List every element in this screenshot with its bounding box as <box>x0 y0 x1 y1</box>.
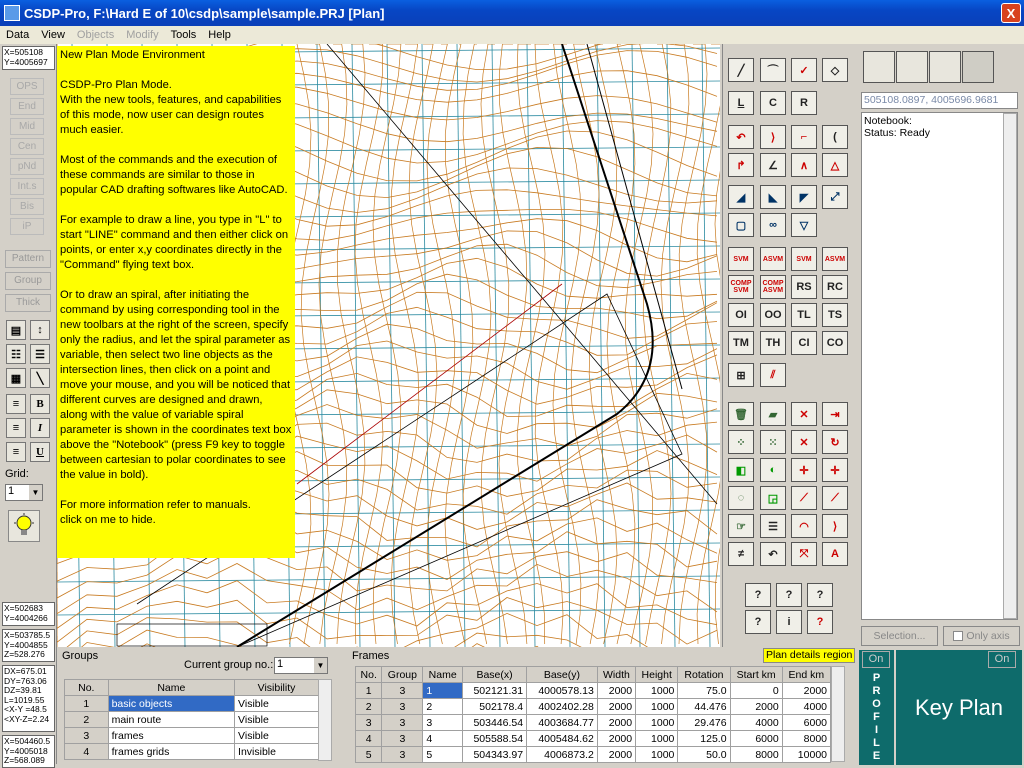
frame-cell[interactable]: 3 <box>423 715 463 731</box>
frame-cell[interactable]: 5 <box>356 747 382 763</box>
point-y: Y=4004266 <box>4 612 48 623</box>
grid-value: 1 <box>8 485 15 497</box>
question-icon: ? <box>785 589 793 601</box>
spiral-d-icon[interactable]: ⤢ <box>822 185 848 209</box>
frame-cell[interactable]: 2000 <box>597 699 635 715</box>
notebook-status: Status: Ready <box>864 127 930 139</box>
notes-icon[interactable]: ☰ <box>760 514 786 538</box>
frame-tool-icon[interactable]: ⊞ <box>728 363 754 387</box>
frame-cell[interactable]: 1000 <box>636 715 678 731</box>
polygon-tool-icon[interactable]: ◇ <box>822 58 848 82</box>
svm-tool-2[interactable]: SVM <box>791 247 817 271</box>
profile-on-button[interactable]: On <box>862 651 890 668</box>
frames-col-header[interactable]: Start km <box>730 667 782 683</box>
dist-x: X=503785.5 <box>4 630 51 640</box>
comp-svm-tool[interactable]: COMP SVM <box>728 275 754 299</box>
current-group-label: Current group no.: <box>184 659 274 671</box>
line-style-icon[interactable]: ╲ <box>30 368 50 388</box>
groups-col-header[interactable]: Visibility <box>235 680 319 696</box>
peak-icon[interactable]: ∧ <box>791 153 817 177</box>
query-area-button[interactable] <box>807 583 833 607</box>
group-visibility[interactable]: Visible <box>235 728 319 744</box>
table-row[interactable] <box>356 683 831 699</box>
notebook-scrollbar[interactable] <box>1003 113 1017 619</box>
frame-cell[interactable]: 1000 <box>636 683 678 699</box>
spiral-c-icon[interactable]: ◤ <box>791 185 817 209</box>
frame-cell[interactable]: 29.476 <box>678 715 730 731</box>
table-row[interactable] <box>356 747 831 763</box>
curve-lr-icon[interactable]: ⌐ <box>791 125 817 149</box>
profile-letter: F <box>873 711 880 723</box>
lasso-icon[interactable]: ◌ <box>728 486 754 510</box>
frame-cell[interactable]: 0 <box>730 683 782 699</box>
group-no: 4 <box>65 744 109 760</box>
groups-col-header[interactable]: Name <box>108 680 234 696</box>
frame-cell[interactable]: 10000 <box>782 747 830 763</box>
frame-cell[interactable]: 1 <box>423 683 463 699</box>
angle-xy: <X-Y =48.5 <box>4 704 47 714</box>
frames-col-header[interactable]: Base(x) <box>462 667 526 683</box>
end-x: X=504460.5 <box>4 736 51 746</box>
delta-y: DY=763.06 <box>4 675 47 686</box>
text-a-icon[interactable]: A <box>822 542 848 566</box>
query-cancel-button[interactable] <box>807 610 833 634</box>
svm-tool[interactable]: SVM <box>728 247 754 271</box>
comp-asvm-tool[interactable]: COMP ASVM <box>760 275 786 299</box>
underline-button[interactable]: U <box>30 442 50 462</box>
table-row[interactable] <box>356 731 831 747</box>
profile-letter: L <box>873 737 880 749</box>
spiral-a-icon[interactable]: ◢ <box>728 185 754 209</box>
frames-header-row <box>356 667 831 683</box>
plan-details-region-button[interactable]: Plan details region <box>763 648 855 663</box>
stretch-icon[interactable]: ⟋ <box>822 486 848 510</box>
menu-view[interactable]: View <box>41 29 65 41</box>
nodes-icon[interactable]: ⁙ <box>760 430 786 454</box>
snap-bis-button[interactable]: Bis <box>10 198 44 215</box>
grid-label: Grid: <box>5 468 29 480</box>
group-visibility[interactable]: Visible <box>235 696 319 712</box>
undo-icon[interactable]: ↶ <box>760 542 786 566</box>
thick-button[interactable]: Thick <box>5 294 51 312</box>
question-icon: ? <box>816 589 824 601</box>
coords-3d <box>2 629 55 662</box>
frames-col-header[interactable]: Rotation <box>678 667 730 683</box>
group-name[interactable]: frames <box>108 728 234 744</box>
frame-cell[interactable]: 4003684.77 <box>527 715 598 731</box>
rounded-rect-icon[interactable]: ▢ <box>728 213 754 237</box>
menu-tools[interactable]: Tools <box>170 29 197 41</box>
only-axis-checkbox[interactable] <box>943 626 1020 646</box>
grid-select[interactable] <box>5 484 43 501</box>
frames-scrollbar[interactable] <box>831 666 845 762</box>
frame-cell[interactable]: 2 <box>356 699 382 715</box>
key-plan-label: Key Plan <box>914 694 1004 720</box>
frame-cell[interactable]: 3 <box>382 699 423 715</box>
l-tool[interactable]: L <box>728 91 754 115</box>
oi-tool[interactable]: OI <box>728 303 754 327</box>
left-panel <box>0 44 57 764</box>
snap-pnd-button[interactable]: pNd <box>10 158 44 175</box>
properties-icon[interactable]: ▤ <box>6 320 26 340</box>
menu-data[interactable]: Data <box>6 29 30 41</box>
coordinates-field[interactable]: 505108.0897, 4005696.9681 <box>861 92 1018 109</box>
group-visibility[interactable]: Invisible <box>235 744 319 760</box>
road-tool-icon[interactable]: ⫽ <box>760 363 786 387</box>
query-db-button[interactable] <box>745 610 771 634</box>
frame-cell[interactable]: 4000 <box>730 715 782 731</box>
chevron-down-icon: ▼ <box>314 658 327 673</box>
frame-cell[interactable]: 2000 <box>597 731 635 747</box>
pan-mode-icon[interactable] <box>929 51 961 83</box>
frame-cell[interactable]: 5 <box>423 747 463 763</box>
list-icon[interactable]: ☷ <box>6 344 26 364</box>
group-name[interactable]: frames grids <box>108 744 234 760</box>
frame-cell[interactable]: 44.476 <box>678 699 730 715</box>
table-row[interactable] <box>65 728 319 744</box>
chamfer-icon[interactable]: ⟩ <box>822 514 848 538</box>
offset-icon[interactable]: ⤧ <box>791 542 817 566</box>
frame-cell[interactable]: 3 <box>382 683 423 699</box>
snap-ip-button[interactable]: iP <box>10 218 44 235</box>
close-button[interactable] <box>1001 3 1021 23</box>
c-tool[interactable]: C <box>760 91 786 115</box>
question-icon: ? <box>816 616 824 628</box>
italic-button[interactable]: I <box>30 418 50 438</box>
copy-icon[interactable]: ◧ <box>728 458 754 482</box>
move-icon[interactable]: ◲ <box>760 486 786 510</box>
dist-z: Z=528.276 <box>4 649 45 659</box>
align-center-icon[interactable]: ≡ <box>6 418 26 438</box>
rs-tool[interactable]: RS <box>791 275 817 299</box>
break-icon[interactable]: ✕ <box>791 430 817 454</box>
info-button[interactable]: i <box>776 610 802 634</box>
profile-letter: E <box>872 750 881 762</box>
groups-col-header[interactable]: No. <box>65 680 109 696</box>
menu-bar <box>0 26 1024 44</box>
bold-button[interactable]: B <box>30 394 50 414</box>
menu-modify[interactable]: Modify <box>126 29 159 41</box>
point-x: X=502683 <box>4 603 43 613</box>
table-icon[interactable]: ▦ <box>6 368 26 388</box>
menu-objects[interactable]: Objects <box>76 29 115 41</box>
end-z: Z=568.089 <box>4 755 45 765</box>
table-row[interactable] <box>65 744 319 760</box>
frame-cell[interactable]: 502121.31 <box>462 683 526 699</box>
curve-cc-icon[interactable]: ⟩ <box>760 125 786 149</box>
close-icon: X <box>1006 5 1016 21</box>
bottom-panel <box>57 647 857 768</box>
frame-cell[interactable]: 6000 <box>730 731 782 747</box>
groups-table <box>64 679 319 760</box>
hand-icon[interactable]: ☞ <box>728 514 754 538</box>
curve-lr2-icon[interactable]: ↱ <box>728 153 754 177</box>
pattern-button[interactable]: Pattern <box>5 250 51 268</box>
frames-col-header[interactable]: Width <box>597 667 635 683</box>
shield-shape-icon[interactable]: ▽ <box>791 213 817 237</box>
frame-cell[interactable]: 8000 <box>782 731 830 747</box>
eraser-icon[interactable]: ▰ <box>760 402 786 426</box>
frames-col-header[interactable]: Group <box>382 667 423 683</box>
frame-cell[interactable]: 1 <box>356 683 382 699</box>
tl-tool[interactable]: TL <box>791 303 817 327</box>
coords-end <box>2 735 55 768</box>
frame-cell[interactable]: 4 <box>356 731 382 747</box>
frame-cell[interactable]: 2000 <box>597 747 635 763</box>
group-no: 2 <box>65 712 109 728</box>
trim-icon[interactable]: ✕ <box>791 402 817 426</box>
frames-col-header[interactable]: No. <box>356 667 382 683</box>
frame-cell[interactable]: 3 <box>382 731 423 747</box>
snap-mid-button[interactable]: Mid <box>10 118 44 135</box>
loop-icon[interactable]: ∞ <box>760 213 786 237</box>
groups-header-row <box>65 680 319 696</box>
frame-cell[interactable]: 2 <box>423 699 463 715</box>
not-equal-icon[interactable]: ≠ <box>728 542 754 566</box>
title-bar <box>0 0 1024 26</box>
frame-cell[interactable]: 4000 <box>782 699 830 715</box>
table-row[interactable] <box>65 696 319 712</box>
frame-cell[interactable]: 4005484.62 <box>527 731 598 747</box>
groups-title: Groups <box>62 650 99 662</box>
drawing-toolbar <box>722 44 858 647</box>
frame-cell[interactable]: 1000 <box>636 699 678 715</box>
frame-cell[interactable]: 4002402.28 <box>527 699 598 715</box>
frame-cell[interactable]: 503446.54 <box>462 715 526 731</box>
dist-y: Y=4004855 <box>4 639 48 650</box>
frames-col-header[interactable]: Base(y) <box>527 667 598 683</box>
current-group-select[interactable] <box>274 657 328 674</box>
frame-cell[interactable]: 2000 <box>730 699 782 715</box>
scatter-icon[interactable]: ⁘ <box>728 430 754 454</box>
co-tool[interactable]: CO <box>822 331 848 355</box>
window-mode-icon[interactable] <box>896 51 928 83</box>
mirror-icon[interactable]: ◐ <box>760 458 786 482</box>
align-right-icon[interactable]: ≡ <box>6 442 26 462</box>
frame-cell[interactable]: 4 <box>423 731 463 747</box>
chevron-down-icon: ▼ <box>29 485 42 500</box>
delta-z: DZ=39.81 <box>4 685 42 695</box>
split-icon[interactable]: ✛ <box>791 458 817 482</box>
profile-view-icon[interactable] <box>962 51 994 83</box>
snap-end-button[interactable]: End <box>10 98 44 115</box>
end-y: Y=4005018 <box>4 745 48 756</box>
question-icon: ? <box>754 616 762 628</box>
align-left-icon[interactable]: ≡ <box>6 394 26 414</box>
arc-tool-icon[interactable]: ⌒ <box>760 58 786 82</box>
frame-cell[interactable]: 502178.4 <box>462 699 526 715</box>
frame-cell[interactable]: 75.0 <box>678 683 730 699</box>
query-dist-button[interactable] <box>776 583 802 607</box>
length: L=1019.55 <box>4 694 45 705</box>
frame-cell[interactable]: 50.0 <box>678 747 730 763</box>
groups-scrollbar[interactable] <box>318 679 332 761</box>
coord-x: X=505108 <box>4 47 43 57</box>
line-tool-icon[interactable]: ╱ <box>728 58 754 82</box>
coords-point <box>2 602 55 626</box>
frame-cell[interactable]: 2000 <box>597 683 635 699</box>
frame-cell[interactable]: 125.0 <box>678 731 730 747</box>
keyplan-on-button[interactable]: On <box>988 651 1016 668</box>
details-icon[interactable]: ☰ <box>30 344 50 364</box>
profile-letter: I <box>874 724 879 736</box>
frames-col-header[interactable]: Name <box>423 667 463 683</box>
menu-help[interactable]: Help <box>208 29 231 41</box>
lightbulb-icon[interactable] <box>8 510 40 542</box>
frame-cell[interactable]: 2000 <box>597 715 635 731</box>
frame-cell[interactable]: 4000578.13 <box>527 683 598 699</box>
group-name[interactable]: main route <box>108 712 234 728</box>
frame-cell[interactable]: 1000 <box>636 731 678 747</box>
frame-cell[interactable]: 6000 <box>782 715 830 731</box>
table-row[interactable] <box>356 699 831 715</box>
info-box[interactable]: New Plan Mode Environment CSDP-Pro Plan Mode. With the new tools, features, and capabilities of this mode, now user can design routes much easier. Most of the commands and the execution of these commands are similar to those in popular CAD drafting softwares like AutoCAD. For example to draw a line, you type in "L" to start "LINE" command and then either click on points, or enter x,y coordinates directly in the "Command" flying text box. Or to draw an spiral, after initiating the command by using corresponding tool in the new toolbars at the right of the screen, specify only the radius, and let the spiral parameter as variable, then select two line objects as the intersection lines, then click on a point and move your mouse, and you will be noticed that different curves are designed and drawn, along with the value of variable spiral parameter is shown in the coordinates text box above the "Notebook" (press F9 key to toggle between cartesian to polar coordinates to see the value in bold). For more information refer to manuals. click on me to hide. <box>57 46 295 558</box>
coords-delta <box>2 665 55 732</box>
frame-cell[interactable]: 2000 <box>782 683 830 699</box>
profile-letter: O <box>872 698 881 710</box>
coord-y: Y=4005697 <box>4 56 48 67</box>
frame-cell[interactable]: 8000 <box>730 747 782 763</box>
frames-col-header[interactable]: Height <box>636 667 678 683</box>
triangle-e-icon[interactable]: △ <box>822 153 848 177</box>
frame-cell[interactable]: 504343.97 <box>462 747 526 763</box>
window-title: CSDP-Pro, F:\Hard E of 10\csdp\sample\sample.PRJ [Plan] <box>24 5 385 21</box>
delta-x: DX=675.01 <box>4 666 47 676</box>
frames-table <box>355 666 831 763</box>
polyline-tool-icon[interactable]: ✓ <box>791 58 817 82</box>
rc-tool[interactable]: RC <box>822 275 848 299</box>
rotate-icon[interactable]: ↻ <box>822 430 848 454</box>
profile-letter: R <box>872 685 881 697</box>
oo-tool[interactable]: OO <box>760 303 786 327</box>
only-axis-label: Only axis <box>966 630 1010 642</box>
notebook[interactable] <box>861 112 1018 620</box>
group-name[interactable]: basic objects <box>108 696 234 712</box>
angle-icon[interactable]: ∠ <box>760 153 786 177</box>
ts-tool[interactable]: TS <box>822 303 848 327</box>
sort-az-icon[interactable]: ↕ <box>30 320 50 340</box>
query-coords-button[interactable] <box>745 583 771 607</box>
asvm-tool[interactable]: ASVM <box>760 247 786 271</box>
table-row[interactable] <box>356 715 831 731</box>
explode-icon[interactable]: ✛ <box>822 458 848 482</box>
snap-ints-button[interactable]: Int.s <box>10 178 44 195</box>
tm-tool[interactable]: TM <box>728 331 754 355</box>
frames-title: Frames <box>352 650 390 662</box>
scale-icon[interactable]: ⟋ <box>791 486 817 510</box>
angle-xyz: <XY-Z=2.24 <box>4 713 50 724</box>
group-button[interactable]: Group <box>5 272 51 290</box>
table-row[interactable] <box>65 712 319 728</box>
fillet-icon[interactable]: ◠ <box>791 514 817 538</box>
snap-cen-button[interactable]: Cen <box>10 138 44 155</box>
snap-ops-button[interactable]: OPS <box>10 78 44 95</box>
checkbox-icon[interactable] <box>953 631 963 641</box>
frame-cell[interactable]: 1000 <box>636 747 678 763</box>
asvm-tool-2[interactable]: ASVM <box>822 247 848 271</box>
group-no: 3 <box>65 728 109 744</box>
trash-icon[interactable]: 🗑 <box>728 402 754 426</box>
group-no: 1 <box>65 696 109 712</box>
frame-cell[interactable]: 3 <box>382 747 423 763</box>
current-group-value: 1 <box>277 658 284 670</box>
r-tool[interactable]: R <box>791 91 817 115</box>
th-tool[interactable]: TH <box>760 331 786 355</box>
frame-cell[interactable]: 4006873.2 <box>527 747 598 763</box>
profile-letter: P <box>872 672 881 684</box>
cursor-coords <box>2 46 55 70</box>
question-icon: ? <box>754 589 762 601</box>
select-mode-icon[interactable] <box>863 51 895 83</box>
frame-cell[interactable]: 505588.54 <box>462 731 526 747</box>
group-visibility[interactable]: Visible <box>235 712 319 728</box>
curve-lc-icon[interactable]: ↶ <box>728 125 754 149</box>
notebook-title: Notebook: <box>864 115 912 127</box>
frame-cell[interactable]: 3 <box>382 715 423 731</box>
spiral-b-icon[interactable]: ◣ <box>760 185 786 209</box>
curve-open-icon[interactable]: ( <box>822 125 848 149</box>
frame-cell[interactable]: 3 <box>356 715 382 731</box>
ci-tool[interactable]: CI <box>791 331 817 355</box>
app-icon <box>4 5 20 21</box>
selection-button[interactable]: Selection... <box>861 626 938 646</box>
frames-col-header[interactable]: End km <box>782 667 830 683</box>
extend-icon[interactable]: ⇥ <box>822 402 848 426</box>
